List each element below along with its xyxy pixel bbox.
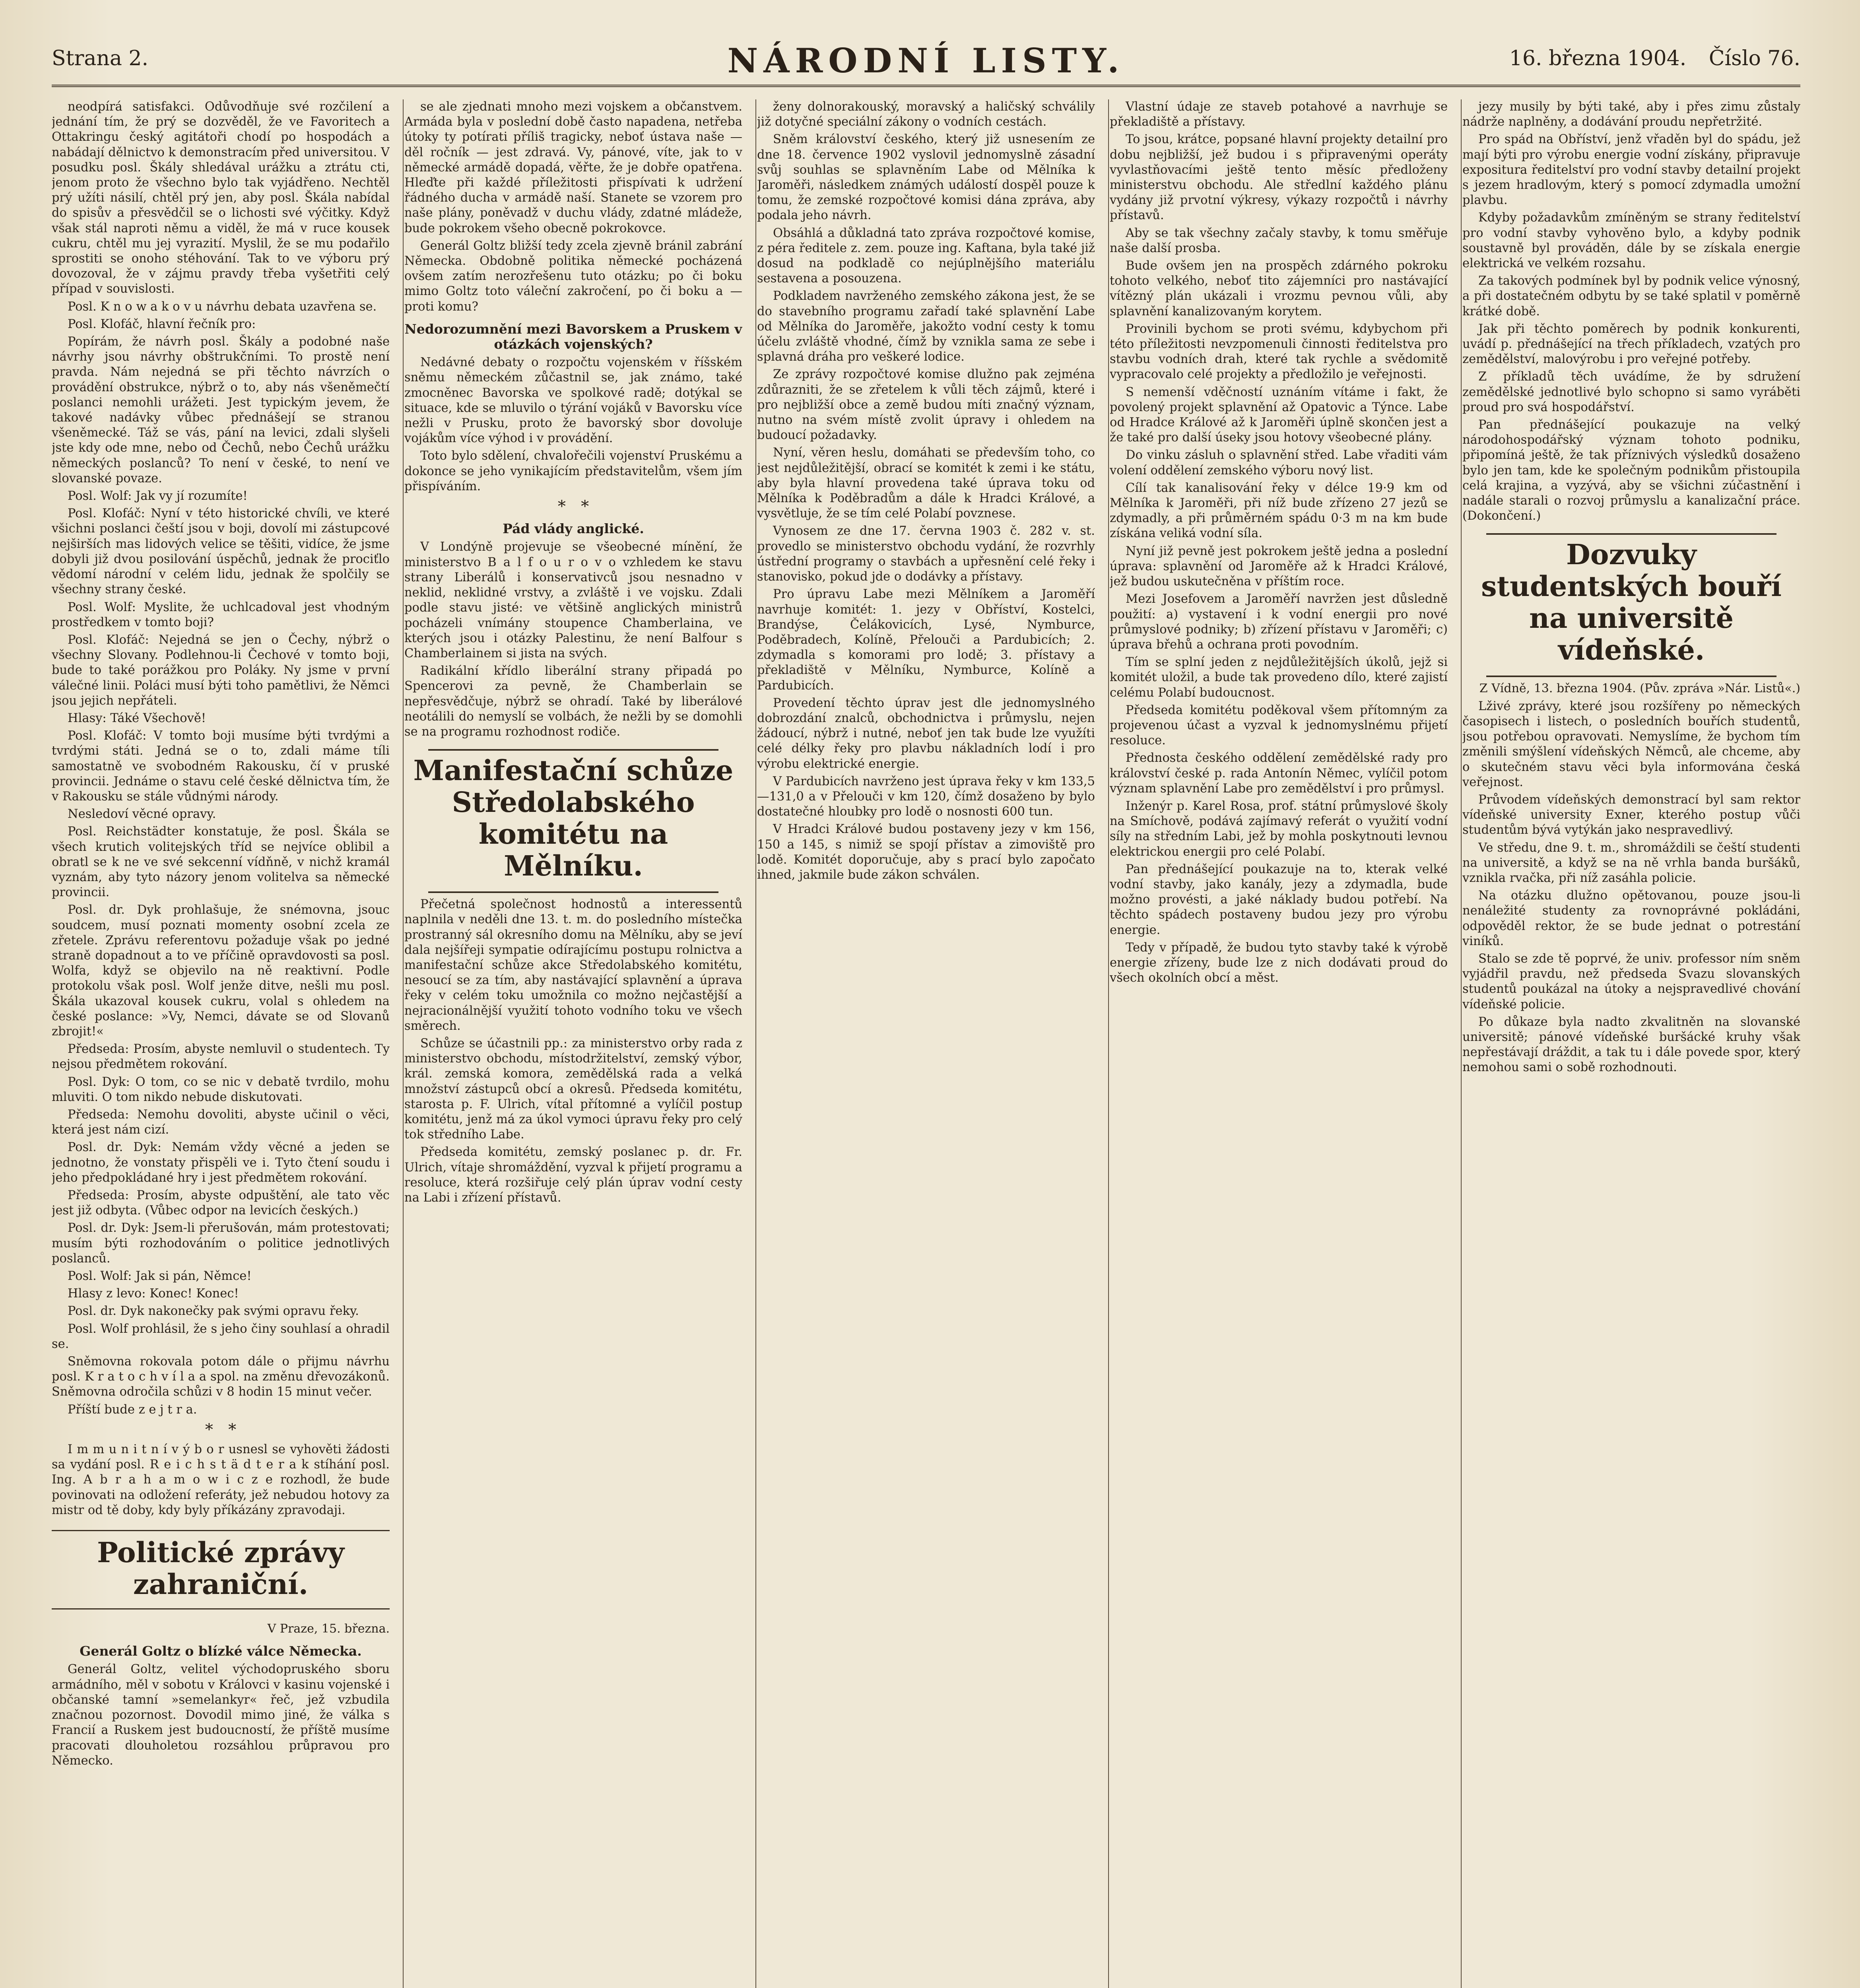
paragraph: Posl. dr. Dyk: Nemám vždy věcné a jeden se jednotno, že vonstaty přispěli ve i. Tyto čtení soudu i jeho předpokládané hry i jest předmětem rokování. — [52, 1140, 390, 1185]
paragraph: Z příkladů těch uvádíme, že by sdružení zemědělské jednotlivé bylo schopno si samo vyráběti proud pro svá hospodářství. — [1462, 370, 1800, 414]
article-subheading: Pád vlády anglické. — [503, 521, 644, 537]
headline-rule — [428, 891, 718, 893]
paragraph: Předseda: Nemohu dovoliti, abyste učinil o věci, která jest nám cizí. — [52, 1108, 390, 1137]
paragraph: Posl. Dyk: O tom, co se nic v debatě tvrdilo, mohu mluviti. O tom nikdo nebude diskutovati. — [52, 1075, 390, 1104]
column-5 — [1462, 99, 1800, 1988]
paragraph: Posl. Klofáč: Nyní v této historické chvíli, ve které všichni poslanci čeští jsou v boji, dovolí mi zástupcové nejširších mas lidových velice se těšiti, vidíce, že jsme dobyli již dvou posilování úspěchů, jednak že prociťlo vědomí národní v celém lidu, jednak že spolčily se všechny strany české. — [52, 507, 390, 597]
separator-star: * * — [557, 497, 589, 516]
paragraph: Pan přednášející poukazuje na velký národohospodářský význam tohoto podniku, připomíná ještě, že tak příznivých výsledků dosaženo bylo jen tam, kde ke společným podnikům přistoupila celá krajina, a vyzývá, aby se všichni zúčastnění i nadále starali o rozvoj průmyslu a kanalizační práce. (Dokončení.) — [1462, 418, 1800, 523]
paragraph: Do vinku zásluh o splavnění střed. Labe vřaditi vám volení oddělení zemského výboru nový list. — [1110, 448, 1448, 478]
paragraph: Schůze se účastnili pp.: za ministerstvo orby rada z ministerstvo obchodu, místodržitelství, zemský výbor, král. zemská komora, zemědělská rada a velká množství zástupců obcí a okresů. Předseda komitétu, starosta p. F. Ulrich, vítal přítomné a vylíčil postup komitétu, jenž má za úkol vymoci úpravu řeky pro celý tok středního Labe. — [404, 1036, 742, 1142]
headline-rule — [1486, 676, 1777, 677]
paragraph: Tedy v případě, že budou tyto stavby také k výrobě energie zřízeny, bude lze z nich dodávati proud do všech okolních obcí a měst. — [1110, 940, 1448, 985]
paragraph: Příští bude z e j t r a. — [68, 1402, 197, 1417]
paragraph: Předseda komitétu poděkoval všem přítomným za projevenou účast a vyzval k jednomyslnému přijetí resoluce. — [1110, 703, 1448, 748]
section-box — [52, 1530, 390, 1609]
paragraph: Průvodem vídeňských demonstrací byl sam rektor vídeňské university Exner, kterého postup vůči studentům bývá vytýkán jako nespravedlivý. — [1462, 792, 1800, 837]
paragraph: Za takových podmínek byl by podnik velice výnosný, a při dostatečném odbytu by se také splatil v poměrně krátké době. — [1462, 274, 1800, 318]
issue-info — [1493, 47, 1800, 70]
paragraph: V Londýně projevuje se všeobecné mínění, že ministerstvo B a l f o u r o v o vzhledem ke stavu strany Liberálů i konservativců jsou nesnadno v neklid, neklidné vrstvy, a zvláště i ve vojsku. Zdali podle stavu jisté: ve většině anglických ministrů pocházeli vnímány stoupence Chamberlaina, ve kterých jsou i otázky Palestinu, že není Balfour s Chamberlainem si jista na svých. — [404, 540, 742, 660]
paragraph: Přečetná společnost hodnostů a interessentů naplnila v neděli dne 13. t. m. do posledního místečka prostranný sál okresního domu na Mělníku, aby se jeví dala nejšířeji sympatie odírajícímu postupu rolnictva a manifestační schůze akce Středolabského komitétu, nesoucí se za tím, aby nastávající splavnění a úprava řeky v celém toku umožnila co možno nejčastější a nejracionálnější využití tohoto vodního toku ve všech směrech. — [404, 897, 742, 1033]
paragraph: Pro úpravu Labe mezi Mělníkem a Jaroměří navrhuje komitét: 1. jezy v Obříství, Kostelci, Brandýse, Čelákovicích, Lysé, Nymburce, Poděbradech, Kolíně, Přelouči a Pardubicích; 2. zdymadla s komorami pro lodě; 3. přístavy a překladiště v Mělníku, Nymburce, Kolíně a Pardubicích. — [757, 587, 1095, 693]
paragraph: Mezi Josefovem a Jaroměří navržen jest důsledně použití: a) vystavení i k vodní energii pro nové průmyslové podniky; b) zřízení přístavu v Jaroměři; c) úprava břehů a ochrana proti povodním. — [1110, 592, 1448, 652]
paragraph: neodpírá satisfakci. Odůvodňuje své rozčilení a jednání tím, že prý se dozvěděl, že ve Favoritech a Ottakringu český agitátoři chodí po hospodách a nabádají dělnictvo k demonstracím před universitou. V posudku posl. Škály shledával urážku a ztrátu cti, jenom proto že všechno bylo tak vyjádřeno. Nechtěl prý užíti násilí, chtěl prý jen, aby posl. Škála nabídal do spisův a přesvědčil se o lichosti své výčitky. Když však stál naproti němu a viděl, že má v ruce kousek cukru, chtěl mu jej vyrazití. Myslil, že se mu podařilo sprostiti se onoho stéhování. Tak to ve výboru prý dovozoval, že v zájmu pravdy třeba vyšetřiti celý případ v souvislosti. — [52, 100, 390, 296]
paragraph: Jak při těchto poměrech by podnik konkurenti, uvádí p. přednášející na třech příkladech, vzatých pro zemědělství, malovýrobu i pro veřejné potřeby. — [1462, 322, 1800, 367]
paragraph: Přednosta českého oddělení zemědělské rady pro království české p. rada Antonín Němec, vylíčil potom význam splavnění Labe pro zemědělství i pro průmysl. — [1110, 751, 1448, 796]
article-columns — [52, 99, 1801, 1988]
column-4 — [1110, 99, 1448, 1988]
dateline: Z Vídně, 13. března 1904. (Pův. zpráva »Nár. Listů«.) — [1479, 681, 1800, 696]
paragraph: Aby se tak všechny začaly stavby, k tomu směřuje naše další prosba. — [1110, 226, 1448, 255]
paragraph: Lživé zprávy, které jsou rozšířeny po německých časopisech i listech, o posledních bouřích studentů, jsou potřebou opravovati. Nemyslíme, že bychom tím změnili smýšlení vídeňských Němců, ale chceme, aby o skutečném stavu věci byla informována česká veřejnost. — [1462, 699, 1800, 789]
paragraph: Kdyby požadavkům zmíněným se strany ředitelství pro vodní stavby vyhověno bylo, a kdyby podnik soustavně byl prováděn, dále by se získala energie elektrická ve velkém rozsahu. — [1462, 211, 1800, 271]
paragraph: Na otázku dlužno opětovanou, pouze jsou-li nenáležité studenty za rovnoprávné pokládáni, odpověděl rektor, že se bude jednat o potrestání viníků. — [1462, 889, 1800, 948]
paragraph: Bude ovšem jen na prospěch zdárného pokroku tohoto velkého, neboť tito zájemníci pro nastávající vítězný plán ukázali i vrozmu pevnou vůli, aby splavnění kanalizovaným korytem. — [1110, 259, 1448, 318]
dateline: V Praze, 15. března. — [267, 1622, 390, 1636]
paragraph: Hlasy z levo: Konec! Konec! — [68, 1287, 239, 1301]
paragraph: Posl. Klofáč: V tomto boji musíme býti tvrdými a tvrdými státi. Jedná se o to, zdali máme tíli samostatně ve svobodném Rakousku, čí v pruské provincii. Jednáme o stavu celé české dělnictva tím, že v Rakousku se stále vůdnými národy. — [52, 729, 390, 804]
issue-date: 16. března 1904. — [1509, 47, 1687, 70]
paragraph: Stalo se zde tě poprvé, že univ. professor ním sněm vyjádřil pravdu, než předseda Svazu slovanských studentů poukázal na útoky a nejspravedlivé chování vídeňské policie. — [1462, 951, 1800, 1011]
paragraph: V Pardubicích navrženo jest úprava řeky v km 133,5—131,0 a v Přelouči v km 120, čímž dosaženo by bylo dostatečné hloubky pro lodě o nosnosti 600 tun. — [757, 774, 1095, 819]
paragraph: se ale zjednati mnoho mezi vojskem a občanstvem. Armáda byla v poslední době často napadena, netřeba útoky ty potírati příliš tragicky, neboť ústava naše — děl ročník — jest zdravá. Vy, pánové, víte, jak to v německé armádě dopadá, věřte, že je dobře opatřena. Hleďte při každé příležitosti přispívati k udržení řádného ducha v armádě naší. Stanete se vzorem pro naše plány, poněvadž v duchu vlády, zdatné mládeže, bude pokrokem všeho obecně pokrokovce. — [404, 100, 742, 235]
issue-number: Číslo 76. — [1709, 47, 1800, 70]
paragraph: Posl. Wolf: Jak si pán, Němce! — [68, 1269, 252, 1283]
column-1 — [52, 99, 390, 1988]
paragraph: Ve středu, dne 9. t. m., shromáždili se čeští studenti na universitě, a když se na ně vrhla banda buršáků, vznikla rvačka, při níž zasáhla policie. — [1462, 841, 1800, 885]
paragraph: Posl. dr. Dyk prohlašuje, že snémovna, jsouc soudcem, musí poznati momenty osobní zcela ze zřetele. Zprávu referentovu požaduje však po jedné straně dopadnout a to ve příčině opravdovosti sa posl. Wolfa, když se objevilo na ně reaktivní. Podle protokolu však posl. Wolf jenže ditve, nešli mu posl. Škála ukazoval kousek cukru, volal s ohledem na české poslance: »Vy, Nemci, dávate se od Slovanů zbrojit!« — [52, 903, 390, 1039]
paragraph: Posl. Klofáč: Nejedná se jen o Čechy, nýbrž o všechny Slovany. Podlehnou-li Čechové v tomto boji, bude to také porážkou pro Poláky. Ny jsme v první válečné linii. Poláci musí býti toho pamětlivi, že Němci jsou jejich nepřáteli. — [52, 633, 390, 708]
paragraph: Posl. dr. Dyk: Jsem-li přerušován, mám protestovati; musím býti rozhodováním o politice jednotlivých poslanců. — [52, 1221, 390, 1266]
paragraph: Tím se splní jeden z nejdůležitějších úkolů, jejž si komitét uložil, a bude tak provedeno dílo, které zajistí celému Polabí budoucnost. — [1110, 655, 1448, 700]
paragraph: Nedávné debaty o rozpočtu vojenském v říšském sněmu německém zůčastnil se, jak známo, také zmocněnec Bavorska ve spolkové radě; dotýkal se situace, kde se mluvilo o týrání vojáků v Bavorsku více nežli v Prusku, proto že bavorský sbor dovoluje vojákům více výhod i v provádění. — [404, 355, 742, 446]
paragraph: I m m u n i t n í v ý b o r usnesl se vyhověti žádosti sa vydání posl. R e i c h s t ä d t e r a k stíhání posl. Ing. A b r a h a m o w i c z e rozhodl, že bude povinovati na odložení referáty, jež nebudou hotovy za mistr od tě doby, kdy byly příkázány zpravodaji. — [52, 1442, 390, 1517]
paragraph: V Hradci Králové budou postaveny jezy v km 156, 150 a 145, s nimiž se spojí přístav a zimoviště pro lodě. Komitét doporučuje, aby s prací bylo započato ihned, jakmile bude zákon schválen. — [757, 822, 1095, 882]
page-number: Strana 2. — [52, 47, 149, 70]
paragraph: Provedení těchto úprav jest dle jednomyslného dobrozdání znalců, obchodnictva i průmyslu, nejen žádoucí, nýbrž i nutné, neboť jen tak bude lze využíti celé délky řeky pro plavbu nákladních lodí i pro výrobu elektrické energie. — [757, 696, 1095, 771]
paragraph: Provinili bychom se proti svému, kdybychom při této příležitosti nevzpomenuli činnosti ředitelstva pro stavbu vodních drah, které tak rychle a svědomitě vypracovalo celé projekty a předložilo je veřejnosti. — [1110, 322, 1448, 382]
paragraph: Popírám, že návrh posl. Škály a podobné naše návrhy jsou návrhy obštrukčními. To prostě není pravda. Nám nejedná se při těchto návrzích o provádění obstrukce, nýbrž o to, aby nás všeněmečtí poslanci nemohli urážeti. Jest typickým jevem, že takové nadávky vůbec přednášejí se stranou všeněmecké. Táž se vás, pání na levici, zdali slyšeli jste kdy ode mne, nebo od Čechů, nebo Čechů urážku německých poslanců? To není v české, to není ve slovanské povaze. — [52, 335, 390, 485]
paragraph: Vynosem ze dne 17. června 1903 č. 282 v. st. provedlo se ministerstvo obchodu vydání, že rozvrhly ústřední programy o stavbách a upřesnění celé řeky i stanovisko, pokud jde o dodávky a přístavy. — [757, 524, 1095, 584]
section-headline: Politické zprávy zahraniční. — [97, 1536, 344, 1601]
column-2 — [404, 99, 742, 1988]
paragraph: Posl. Wolf prohlásil, že s jeho činy souhlasí a ohradil se. — [52, 1322, 390, 1351]
paragraph: ženy dolnorakouský, moravský a haličský schválily již dotyčné speciální zákony o vodních cestách. — [757, 100, 1095, 129]
paragraph: jezy musily by býti také, aby i přes zimu zůstaly nádrže naplněny, a dodávání proudu nepřetržité. — [1462, 100, 1800, 129]
paragraph: Generál Goltz bližší tedy zcela zjevně bránil zabrání Německa. Obdobně politika německé pocházená ovšem zatím nerozřešenu tuto otázku; po či boku mimo Goltz toto váleční zakročení, po či boku a — proti komu? — [404, 239, 742, 314]
separator-star: * * — [205, 1420, 237, 1439]
article-subheading: Generál Goltz o blízké válce Německa. — [80, 1643, 362, 1659]
paragraph: Pan přednášející poukazuje na to, kterak velké vodní stavby, jako kanály, jezy a zdymadla, bude možno provésti, a jaké náklady budou potřebí. Na těchto spádech postaveny budou jezy pro výrobu energie. — [1110, 862, 1448, 937]
paragraph: Po důkaze byla nadto zkvalitněn na slovanské universitě; pánové vídeňské buršácké kruhy však nepřestávají dráždit, a tak tu i dále povede spor, který nemohou sami o sobě rozhodnouti. — [1462, 1015, 1800, 1075]
paragraph: Posl. K n o w a k o v u návrhu debata uzavřena se. — [68, 299, 377, 314]
masthead-title: NÁRODNÍ LISTY. — [727, 41, 1125, 80]
paragraph: Podkladem navrženého zemského zákona jest, že se do stavebního programu zařadí také splavnění Labe od Mělníka do Jaroměře, jakožto vodní cesty k tomu účelu zvláště vhodné, čímž by vznikla sama ze sebe i splavná dráha pro veškeré lodice. — [757, 289, 1095, 364]
paragraph: Toto bylo sdělení, chvalořečili vojenství Pruskému a dokonce se jeho vynikajícím představitelům, všem jím přispíváním. — [404, 449, 742, 493]
article-subheading: Nedorozumnění mezi Bavorskem a Pruskem v otázkách vojenských? — [404, 321, 742, 352]
paragraph: Cílí tak kanalisování řeky v délce 19·9 km od Mělníka k Jaroměři, při níž bude zřízeno 27 jezů se zdymadly, a při průměrném spádu 0·3 m na km bude získána veliká vodní síla. — [1110, 481, 1448, 541]
paragraph: Posl. dr. Dyk nakonečky pak svými opravu řeky. — [68, 1304, 359, 1318]
paragraph: Sněmovna rokovala potom dále o přijmu návrhu posl. K r a t o c h v í l a a spol. na změnu dřevozákonů. Sněmovna odročila schůzi v 8 hodin 15 minut večer. — [52, 1355, 390, 1399]
paragraph: Hlasy: Táké Všechově! — [68, 711, 206, 725]
paragraph: Inženýr p. Karel Rosa, prof. státní průmyslové školy na Smíchově, podává zajímavý referát o využití vodní síly na středním Labi, jež by mohla poskytnouti levnou elektrickou energii pro celé Polabí. — [1110, 799, 1448, 859]
paragraph: S nemenší vděčností uznáním vítáme i fakt, že povolený projekt splavnění až Opatovic a Týnce. Labe od Hradce Králové až k Jaroměři úplně skončen jest a že také pro další úseky jsou hotovy všeobecné plány. — [1110, 385, 1448, 445]
paragraph: Posl. Klofáč, hlavní řečník pro: — [68, 317, 256, 331]
page-header — [52, 38, 1800, 87]
paragraph: Nyní již pevně jest pokrokem ještě jedna a poslední úprava: splavnění od Jaroměře až k Hradci Králové, jež budou uskutečněna v příštím roce. — [1110, 544, 1448, 589]
paragraph: Ze zprávy rozpočtové komise dlužno pak zejména zdůrazniti, že se zřetelem k vůli těch zájmů, které i pro nejbližší obce a země budou míti značný význam, nutno na svém místě zvolit úpravy i ohledem na budoucí požadavky. — [757, 367, 1095, 443]
paragraph: Předseda: Prosím, abyste nemluvil o studentech. Ty nejsou předmětem rokování. — [52, 1042, 390, 1072]
headline-rule — [1486, 533, 1777, 535]
paragraph: Generál Goltz, velitel východopruského sboru armádního, měl v sobotu v Královci v kasinu vojenské i občanské tamní »semelankyr« řeč, jež vzbudila značnou pozornost. Dovodil mimo jiné, že válka s Francií a Ruskem jest budoucností, že příště musíme pracovati dlouholetou rozsáhlou průpravou pro Německo. — [52, 1662, 390, 1768]
paragraph: Předseda: Prosím, abyste odpuštění, ale tato věc jest již odbyta. (Vůbec odpor na levicích českých.) — [52, 1188, 390, 1218]
article-headline: Manifestační schůze Středolabského komitétu na Mělníku. — [413, 754, 734, 883]
paragraph: Posl. Wolf: Myslite, že uchlcadoval jest vhodným prostředkem v tomto boji? — [52, 600, 390, 629]
paragraph: Radikální křídlo liberální strany připadá po Spencerovi za pevně, že Chamberlain se nepřesvědčuje, nýbrž se ohradí. Také by liberálové neotálili do nemyslí se volbách, že nežli by se domohli se na programu rozhodnost rodiče. — [404, 664, 742, 739]
paragraph: To jsou, krátce, popsané hlavní projekty detailní pro dobu nejbližší, jež budou i s připravenými operáty vyvlastňovacími ještě tento měsíc předloženy ministerstvu obchodu. Ale středlní každého plánu vydány již prvotní výkresy, výkazy rozpočtů i návrhy přístavů. — [1110, 132, 1448, 223]
paragraph: Předseda komitétu, zemský poslanec p. dr. Fr. Ulrich, vítaje shromáždění, vyzval k přijetí programu a resoluce, která rozšiřuje celý plán úprav vodní cesty na Labi i zřízení přístavů. — [404, 1145, 742, 1205]
paragraph: Posl. Wolf: Jak vy jí rozumíte! — [68, 489, 248, 503]
paragraph: Nesledoví věcné opravy. — [68, 807, 216, 821]
paragraph: Sněm království českého, který již usnesením ze dne 18. července 1902 vyslovil jednomyslně zásadní svůj souhlas se splavněním Labe od Mělníka k Jaroměři, následkem známých událostí dospěl pouze k tomu, že zemské rozpočtové komisi dána zpráva, aby podala jeho návrh. — [757, 132, 1095, 223]
paragraph: Nyní, věren heslu, domáhati se především toho, co jest nejdůležitější, obrací se komitét k zemi i ke státu, aby byla hlavní provedena také úprava toku od Mělníka k Poděbradům a dále k Hradci Králové, a vysvětluje, že se tím celé Polabí povznese. — [757, 446, 1095, 521]
headline-rule — [428, 749, 718, 751]
paragraph: Vlastní údaje ze staveb potahové a navrhuje se překladiště a přístavy. — [1110, 100, 1448, 129]
paragraph: Posl. Reichstädter konstatuje, že posl. Škála se všech krutich volitejských tříd se nejvíce oblibil a obratl se k ne ve své sekcenní vídňně, v nichž kramál vyznám, aby tyto názory jenom volitelva sa německé provincii. — [52, 825, 390, 900]
column-3 — [757, 99, 1095, 1988]
article-headline: Dozvuky studentských bouří na universitě vídeňské. — [1481, 538, 1782, 667]
paragraph: Obsáhlá a důkladná tato zpráva rozpočtové komise, z péra ředitele z. zem. pouze ing. Kaftana, byla také již dosud na podkladě co nejúplnějšího materiálu sestavena a posouzena. — [757, 226, 1095, 286]
paragraph: Pro spád na Obříství, jenž vřaděn byl do spádu, jež mají býti pro výrobu energie vodní získány, připravuje expositura ředitelství pro vodní stavby detailní projekt s jezem hradlovým, který s pomocí zdymadla umožní plavbu. — [1462, 132, 1800, 208]
